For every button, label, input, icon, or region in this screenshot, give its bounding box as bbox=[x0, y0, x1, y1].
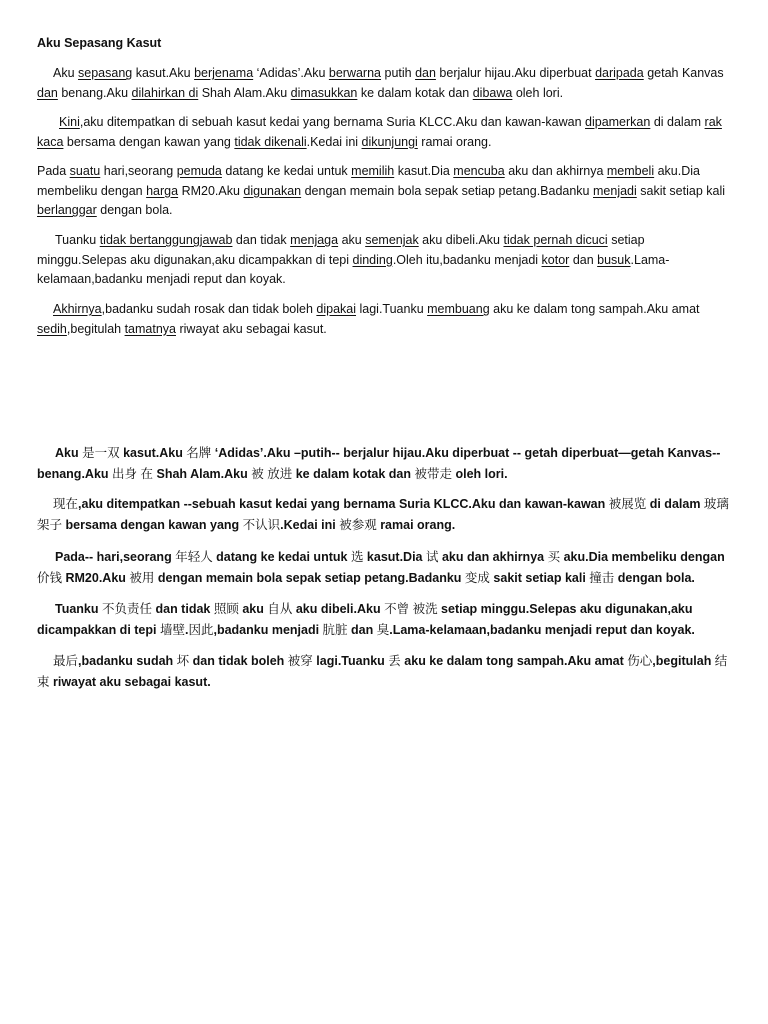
chinese-text: 放进 bbox=[267, 465, 293, 481]
underlined-word: dipamerkan bbox=[585, 115, 651, 129]
underlined-word: daripada bbox=[595, 66, 644, 80]
underlined-word: dan bbox=[37, 85, 58, 100]
text-run: di dalam bbox=[650, 115, 705, 129]
text-run: ke dalam kotak dan bbox=[357, 85, 473, 100]
underlined-word: dilahirkan di bbox=[131, 85, 199, 100]
mixed-paragraph-2 bbox=[37, 494, 737, 535]
text-run: dan tidak bbox=[232, 233, 291, 247]
underlined-word: sepasang bbox=[78, 66, 133, 80]
underlined-word: tamatnya bbox=[124, 321, 176, 336]
mixed-paragraph-1-text: Aku 是一双 kasut.Aku 名牌 ‘Adidas’.Aku –putih-- berjalur hijau.Aku diperbuat -- getah diperbuat—getah Kanvas--benang.Aku 出身 在 Shah Alam.Aku 被 放进 ke dalam kotak dan 被带走 oleh lori. bbox=[37, 445, 721, 481]
underlined-word: harga bbox=[146, 183, 179, 198]
underlined-word: berwarna bbox=[328, 66, 382, 80]
underlined-word: dinding bbox=[352, 252, 393, 267]
text-run: aku bbox=[338, 233, 366, 247]
text-run: .Lama-kelamaan,badanku menjadi reput dan koyak. bbox=[37, 252, 670, 286]
text-run: ramai orang. bbox=[417, 134, 492, 149]
underlined-word: busuk bbox=[597, 252, 631, 267]
text-run: ,begitulah bbox=[66, 321, 125, 336]
text-run: benang.Aku bbox=[57, 85, 132, 100]
underlined-word: suatu bbox=[69, 164, 101, 178]
mixed-paragraph-5-text: 最后,badanku sudah 坏 dan tidak boleh 被穿 lagi.Tuanku 丢 aku ke dalam tong sampah.Aku amat 伤心,begitulah 结束 riwayat aku sebagai kasut. bbox=[37, 653, 728, 689]
text-run: aku dibeli.Aku bbox=[418, 233, 504, 247]
text-run: dengan bola. bbox=[96, 203, 173, 217]
malay-paragraph-4 bbox=[37, 231, 737, 290]
text-run: riwayat aku sebagai kasut. bbox=[176, 321, 327, 336]
chinese-text: 被展览 bbox=[608, 496, 647, 511]
text-run: oleh lori. bbox=[512, 85, 564, 100]
underlined-word: kotor bbox=[541, 252, 570, 267]
text-run: ,aku ditempatkan di sebuah kasut kedai yang bernama Suria KLCC.Aku dan kawan-kawan bbox=[79, 115, 586, 129]
chinese-text: 年轻人 bbox=[175, 549, 213, 564]
chinese-text: 现在 bbox=[53, 496, 79, 511]
text-run: dan bbox=[569, 252, 598, 267]
chinese-text: 价钱 bbox=[37, 569, 63, 585]
chinese-text: 墙壁 bbox=[159, 621, 185, 637]
chinese-text: 名牌 bbox=[186, 445, 212, 460]
chinese-text: 伤心 bbox=[627, 653, 653, 668]
chinese-text: 撞击 bbox=[589, 569, 615, 585]
chinese-text: 玻璃架子 bbox=[37, 496, 729, 532]
underlined-word: dan bbox=[415, 66, 436, 80]
chinese-text: 臭 bbox=[376, 621, 390, 637]
chinese-text: 结束 bbox=[37, 653, 728, 689]
chinese-text: 不曾 bbox=[384, 601, 410, 616]
text-run: .Kedai ini bbox=[306, 134, 362, 149]
text-run: berjalur hijau.Aku diperbuat bbox=[435, 66, 596, 80]
malay-paragraph-3 bbox=[37, 162, 737, 221]
underlined-word: berlanggar bbox=[37, 203, 97, 217]
underlined-word: tidak dikenali bbox=[234, 134, 307, 149]
mixed-paragraph-5 bbox=[37, 651, 737, 692]
chinese-text: 被 bbox=[251, 465, 264, 481]
chinese-text: 因此 bbox=[188, 621, 214, 637]
chinese-text: 坏 bbox=[176, 653, 190, 668]
text-run: Shah Alam.Aku bbox=[198, 85, 291, 100]
underlined-word: dipakai bbox=[316, 302, 357, 316]
chinese-text: 被带走 bbox=[414, 465, 453, 481]
underlined-word: dikunjungi bbox=[361, 134, 418, 149]
underlined-word: membeli bbox=[606, 164, 655, 178]
underlined-word: membuang bbox=[427, 302, 490, 316]
chinese-text: 自从 bbox=[267, 601, 293, 616]
chinese-text: 被洗 bbox=[412, 601, 438, 616]
malay-paragraph-2 bbox=[37, 113, 737, 152]
underlined-word: menjaga bbox=[290, 233, 339, 247]
underlined-word: Kini bbox=[59, 115, 80, 129]
mixed-paragraph-4-text: Tuanku 不负责任 dan tidak 照顾 aku 自从 aku dibeli.Aku 不曾 被洗 setiap minggu.Selepas aku digunakan,aku dicampakkan di tepi 墙壁.因此,badanku menjadi 肮脏 dan 臭.Lama-kelamaan,badanku menjadi reput dan koyak. bbox=[37, 601, 695, 637]
chinese-text: 在 bbox=[140, 465, 154, 481]
text-run: sakit setiap kali bbox=[636, 183, 726, 198]
underlined-word: semenjak bbox=[365, 233, 419, 247]
text-run: datang ke kedai untuk bbox=[221, 164, 352, 178]
chinese-text: 变成 bbox=[464, 569, 490, 585]
text-run: ‘Adidas’.Aku bbox=[253, 66, 329, 80]
chinese-text: 丢 bbox=[388, 653, 401, 668]
mixed-paragraph-3-text: Pada-- hari,seorang 年轻人 datang ke kedai untuk 选 kasut.Dia 试 aku dan akhirnya 买 aku.Dia membeliku dengan 价钱 RM20.Aku 被用 dengan memain bola sepak setiap petang.Badanku 变成 sakit setiap kali 撞击 dengan bola. bbox=[37, 549, 725, 585]
underlined-word: Akhirnya bbox=[53, 302, 102, 316]
underlined-word: berjenama bbox=[194, 66, 254, 80]
text-run: Aku bbox=[53, 66, 79, 80]
mixed-paragraph-2-text: 现在,aku ditempatkan --sebuah kasut kedai yang bernama Suria KLCC.Aku dan kawan-kawan 被展览 di dalam 玻璃架子 bersama dengan kawan yang 不认识.Kedai ini 被参观 ramai orang. bbox=[37, 496, 729, 532]
text-run: .Oleh itu,badanku menjadi bbox=[392, 252, 542, 267]
underlined-word: tidak pernah dicuci bbox=[503, 233, 608, 247]
text-run: Tuanku bbox=[55, 233, 100, 247]
underlined-word: memilih bbox=[351, 164, 395, 178]
text-run: kasut.Aku bbox=[132, 66, 195, 80]
underlined-word: dimasukkan bbox=[290, 85, 358, 100]
chinese-text: 最后 bbox=[53, 653, 79, 668]
chinese-text: 照顾 bbox=[213, 601, 239, 616]
text-run: getah Kanvas bbox=[643, 66, 724, 80]
document-title: Aku Sepasang Kasut bbox=[37, 36, 162, 50]
chinese-text: 不负责任 bbox=[102, 601, 153, 616]
underlined-word: digunakan bbox=[243, 183, 302, 198]
text-run: kasut.Dia bbox=[394, 164, 454, 178]
mixed-paragraph-1 bbox=[37, 443, 737, 484]
chinese-text: 出身 bbox=[112, 465, 138, 481]
chinese-text: 买 bbox=[547, 549, 561, 564]
text-run: bersama dengan kawan yang bbox=[63, 134, 235, 149]
chinese-text: 被用 bbox=[129, 569, 155, 585]
chinese-text: 不认识 bbox=[242, 516, 281, 532]
underlined-word: dibawa bbox=[472, 85, 513, 100]
underlined-word: menjadi bbox=[593, 183, 637, 198]
text-run: aku ke dalam tong sampah.Aku amat bbox=[489, 302, 700, 316]
chinese-text: 被穿 bbox=[287, 653, 313, 668]
text-run: lagi.Tuanku bbox=[356, 302, 428, 316]
chinese-text: 选 bbox=[350, 549, 364, 564]
mixed-paragraph-4 bbox=[37, 599, 737, 640]
underlined-word: mencuba bbox=[453, 164, 505, 178]
text-run: setiap minggu.Selepas aku digunakan,aku dicampakkan di tepi bbox=[37, 233, 645, 267]
underlined-word: pemuda bbox=[176, 164, 222, 178]
text-run: hari,seorang bbox=[100, 164, 177, 178]
malay-paragraph-5 bbox=[37, 300, 737, 339]
chinese-text: 是一双 bbox=[82, 445, 120, 460]
chinese-text: 被参观 bbox=[339, 516, 377, 532]
text-run: RM20.Aku bbox=[178, 183, 244, 198]
underlined-word: sedih bbox=[37, 321, 67, 336]
text-run: putih bbox=[381, 66, 416, 80]
chinese-text: 肮脏 bbox=[322, 621, 348, 637]
underlined-word: tidak bertanggungjawab bbox=[99, 233, 233, 247]
malay-paragraph-1 bbox=[37, 64, 737, 103]
underlined-word: rak kaca bbox=[37, 115, 722, 149]
text-run: aku dan akhirnya bbox=[504, 164, 607, 178]
text-run: dengan memain bola sepak setiap petang.Badanku bbox=[301, 183, 593, 198]
text-run: aku.Dia membeliku dengan bbox=[37, 164, 700, 198]
text-run: Pada bbox=[37, 164, 70, 178]
mixed-paragraph-3 bbox=[37, 547, 737, 588]
chinese-text: 试 bbox=[425, 549, 439, 564]
text-run: ,badanku sudah rosak dan tidak boleh bbox=[101, 302, 317, 316]
